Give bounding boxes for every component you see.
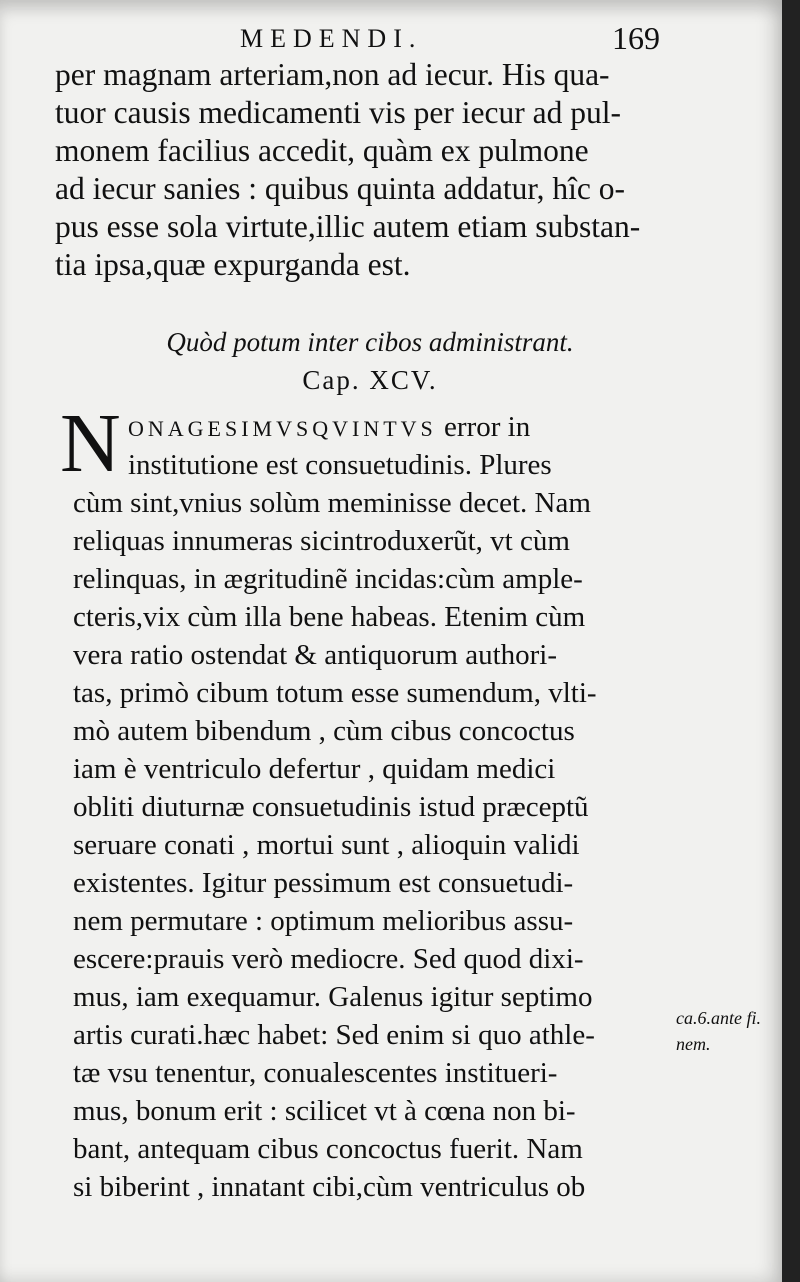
text-line: tas, primò cibum totum esse sumendum, vlti-	[73, 677, 597, 709]
text-line: reliquas innumeras sicintroduxerũt, vt cùm	[73, 525, 570, 557]
text-line: ad iecur sanies : quibus quinta addatur, hîc o-	[55, 171, 625, 206]
text-line: iam è ventriculo defertur , quidam medici	[73, 753, 556, 785]
chapter-heading	[75, 323, 665, 399]
text-line: cùm sint,vnius solùm meminisse decet. Nam	[73, 487, 591, 519]
text-line: institutione est consuetudinis. Plures	[128, 449, 552, 481]
text-line: mus, bonum erit : scilicet vt à cœna non bi-	[73, 1095, 576, 1127]
text-line: cteris,vix cùm illa bene habeas. Etenim cùm	[73, 601, 586, 633]
text-line: mò autem bibendum , cùm cibus concoctus	[73, 715, 575, 747]
text-line: obliti diuturnæ consuetudinis istud præceptũ	[73, 791, 589, 823]
text-line: nem permutare : optimum melioribus assu-	[73, 905, 574, 937]
running-head: MEDENDI.	[240, 24, 423, 53]
text-line: bant, antequam cibus concoctus fuerit. Nam	[73, 1133, 583, 1165]
drop-cap: N	[60, 397, 121, 490]
opening-word: ONAGESIMVSQVINTVS	[128, 416, 437, 441]
text-line: pus esse sola virtute,illic autem etiam substan-	[55, 209, 641, 244]
marginal-note-line: nem.	[676, 1034, 711, 1054]
text-line: tuor causis medicamenti vis per iecur ad pul-	[55, 95, 621, 130]
text-line: vera ratio ostendat & antiquorum authori-	[73, 639, 557, 671]
chapter-body	[73, 408, 655, 1206]
chapter-title: Quòd potum inter cibos administrant.	[166, 327, 574, 357]
marginal-note	[676, 1005, 782, 1057]
marginal-note-line: ca.6.ante fi.	[676, 1008, 761, 1028]
first-line-rest: error in	[436, 411, 531, 443]
text-line: seruare conati , mortui sunt , alioquin validi	[73, 829, 580, 861]
text-line: per magnam arteriam,non ad iecur. His qua-	[55, 57, 610, 92]
text-line: existentes. Igitur pessimum est consuetudi-	[73, 867, 574, 899]
first-text-line	[73, 408, 655, 446]
text-line: artis curati.hæc habet: Sed enim si quo athle-	[73, 1019, 595, 1051]
text-line: si biberint , innatant cibi,cùm ventriculus ob	[73, 1171, 586, 1203]
text-line: monem facilius accedit, quàm ex pulmone	[55, 133, 589, 168]
text-line: relinquas, in ægritudinẽ incidas:cùm ample-	[73, 563, 583, 595]
page-edge-shadow	[782, 0, 800, 1282]
page-number: 169	[612, 20, 660, 56]
text-line: escere:prauis verò mediocre. Sed quod dixi-	[73, 943, 584, 975]
text-line: tæ vsu tenentur, conualescentes institueri-	[73, 1057, 558, 1089]
text-line: tia ipsa,quæ expurganda est.	[55, 247, 411, 282]
continuation-paragraph	[55, 56, 660, 284]
text-line: mus, iam exequamur. Galenus igitur septimo	[73, 981, 593, 1013]
chapter-number: Cap. XCV.	[302, 365, 438, 395]
